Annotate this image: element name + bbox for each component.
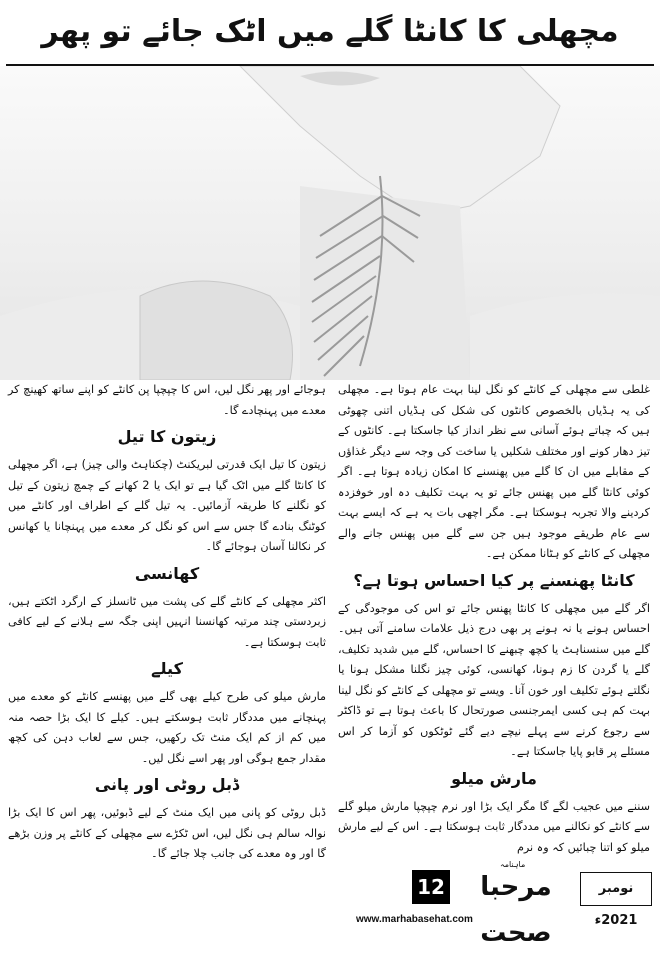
intro-paragraph: غلطی سے مچھلی کے کانٹے کو نگل لینا بہت عام ہوتا ہے۔ مچھلی کی یہ ہڈیاں بالخصوص کانٹوں کی شکل کی ہڈیاں اتنی چھوٹی ہیں کہ چباتے ہوئے آسانی سے نظر انداز کیا جاسکتا ہے۔ کانٹوں کے تیز دھار کونے اور مختلف شکلیں یا ساخت کی وجہ سے دیگر غذاؤں کے مقابلے میں ان کا گلے میں پھنسنے کا امکان زیادہ ہوتا ہے۔ اگر کوئی کانٹا گلے میں پھنس جائے تو یہ بہت تکلیف دہ اور خوفزدہ کردینے والا تجربہ ہوسکتا ہے۔ مگر اچھی بات یہ ہے کہ ایسے بہت سے عام طریقے موجود ہیں جن سے گلے میں پھنس جانے والے مچھلی کے کانٹے کو ہٹانا ممکن ہے۔	[338, 383, 650, 560]
website-url[interactable]: www.marhabasehat.com	[356, 914, 473, 925]
section-heading: کانٹا پھنسنے پر کیا احساس ہوتا ہے؟	[353, 570, 635, 590]
body-paragraph: مارش میلو کی طرح کیلے بھی گلے میں پھنسے کانٹے کو معدے میں پہنچانے میں مددگار ثابت ہوسکتے ہیں۔ کیلے کا ایک بڑا حصہ منہ میں کم از کم ایک منٹ تک رکھیں، جس سے لعاب دہن کی کچھ مقدار جمع ہوگی اور پھر اسے نگل لیں۔	[8, 690, 326, 765]
section-heading: کیلے	[151, 659, 183, 678]
magazine-footer	[350, 860, 654, 948]
body-paragraph: ڈبل روٹی کو پانی میں ایک منٹ کے لیے ڈبوئیں، پھر اس کا ایک بڑا نوالہ سالم ہی نگل لیں، اس ٹکڑے سے مچھلی کے کانٹے پر وزن بڑھے گا اور وہ معدے کی جانب چلا جائے گا۔	[8, 806, 326, 860]
section-heading: ڈبل روٹی اور پانی	[94, 775, 240, 794]
page-number: 12	[412, 870, 450, 904]
brand-logo: مرحبا صحت	[480, 872, 552, 948]
masthead-label: ماہنامہ	[500, 860, 526, 869]
left-column	[8, 380, 326, 869]
issue-date: نومبر 2021ء	[580, 872, 652, 906]
section-heading: مارش میلو	[451, 768, 537, 788]
section-heading: کھانسی	[134, 563, 200, 583]
body-paragraph: سننے میں عجیب لگے گا مگر ایک بڑا اور نرم چپچپا مارش میلو گلے سے کانٹے کو نکالنے میں مددگار ثابت ہوسکتا ہے۔ اس کے لیے مارش میلو کو اتنا چبائیں کہ وہ نرم	[338, 799, 650, 854]
body-paragraph: زیتون کا تیل ایک قدرتی لبریکنٹ (چکناہٹ والی چیز) ہے، اگر مچھلی کا کانٹا گلے میں اٹک گیا ہے تو ایک یا 2 کھانے کے چمچ زیتون کے تیل کو نگلنے کا طریقہ آزمائیں۔ یہ تیل گلے کے اطراف اور کانٹے میں کوٹنگ بنادے گا جس سے اس کو نگل کر معدے میں پہنچانا یا کھانس کر نکالنا آسان ہوجائے گا۔	[8, 458, 326, 553]
body-paragraph: اگر گلے میں مچھلی کا کانٹا پھنس جائے تو اس کی موجودگی کے احساس ہونے یا نہ ہونے پر بھی درج ذیل علامات سامنے آتی ہیں۔ گلے میں سنسناہٹ یا کچھ چبھنے کا احساس، گلے میں شدید تکلیف، گلے یا گردن کا زم ہونا، کھانسی، کوئی چیز نگلنا مشکل ہونا یا نگلتے ہوئے تکلیف اور خون آنا۔ ویسے تو مچھلی کے کانٹے کو نگل لینا بہت کم ہی کسی ایمرجنسی صورتحال کا باعث ہوتا ہے تو ڈاکٹر سے رجوع کرنے سے پہلے نیچے دیے گئے ٹوٹکوں کو آزما کر اس مسئلے پر قابو پایا جاسکتا ہے۔	[338, 601, 650, 758]
hero-illustration	[0, 66, 660, 380]
body-paragraph: اکثر مچھلی کے کانٹے گلے کی پشت میں ٹانسلز کے ارگرد اٹکتے ہیں، زبردستی چند مرتبہ کھانسنا انہیں اپنی جگہ سے ہلانے کے لیے کافی ثابت ہوسکتا ہے۔	[8, 594, 326, 649]
section-heading: زیتون کا تیل	[117, 427, 217, 446]
right-column	[338, 380, 650, 862]
body-paragraph: ہوجائے اور پھر نگل لیں، اس کا چپچپا پن کانٹے کو اپنے ساتھ کھینچ کر معدے میں پہنچادے گا۔	[8, 383, 326, 417]
article-title: مچھلی کا کانٹا گلے میں اٹک جائے تو پھر	[41, 14, 619, 49]
